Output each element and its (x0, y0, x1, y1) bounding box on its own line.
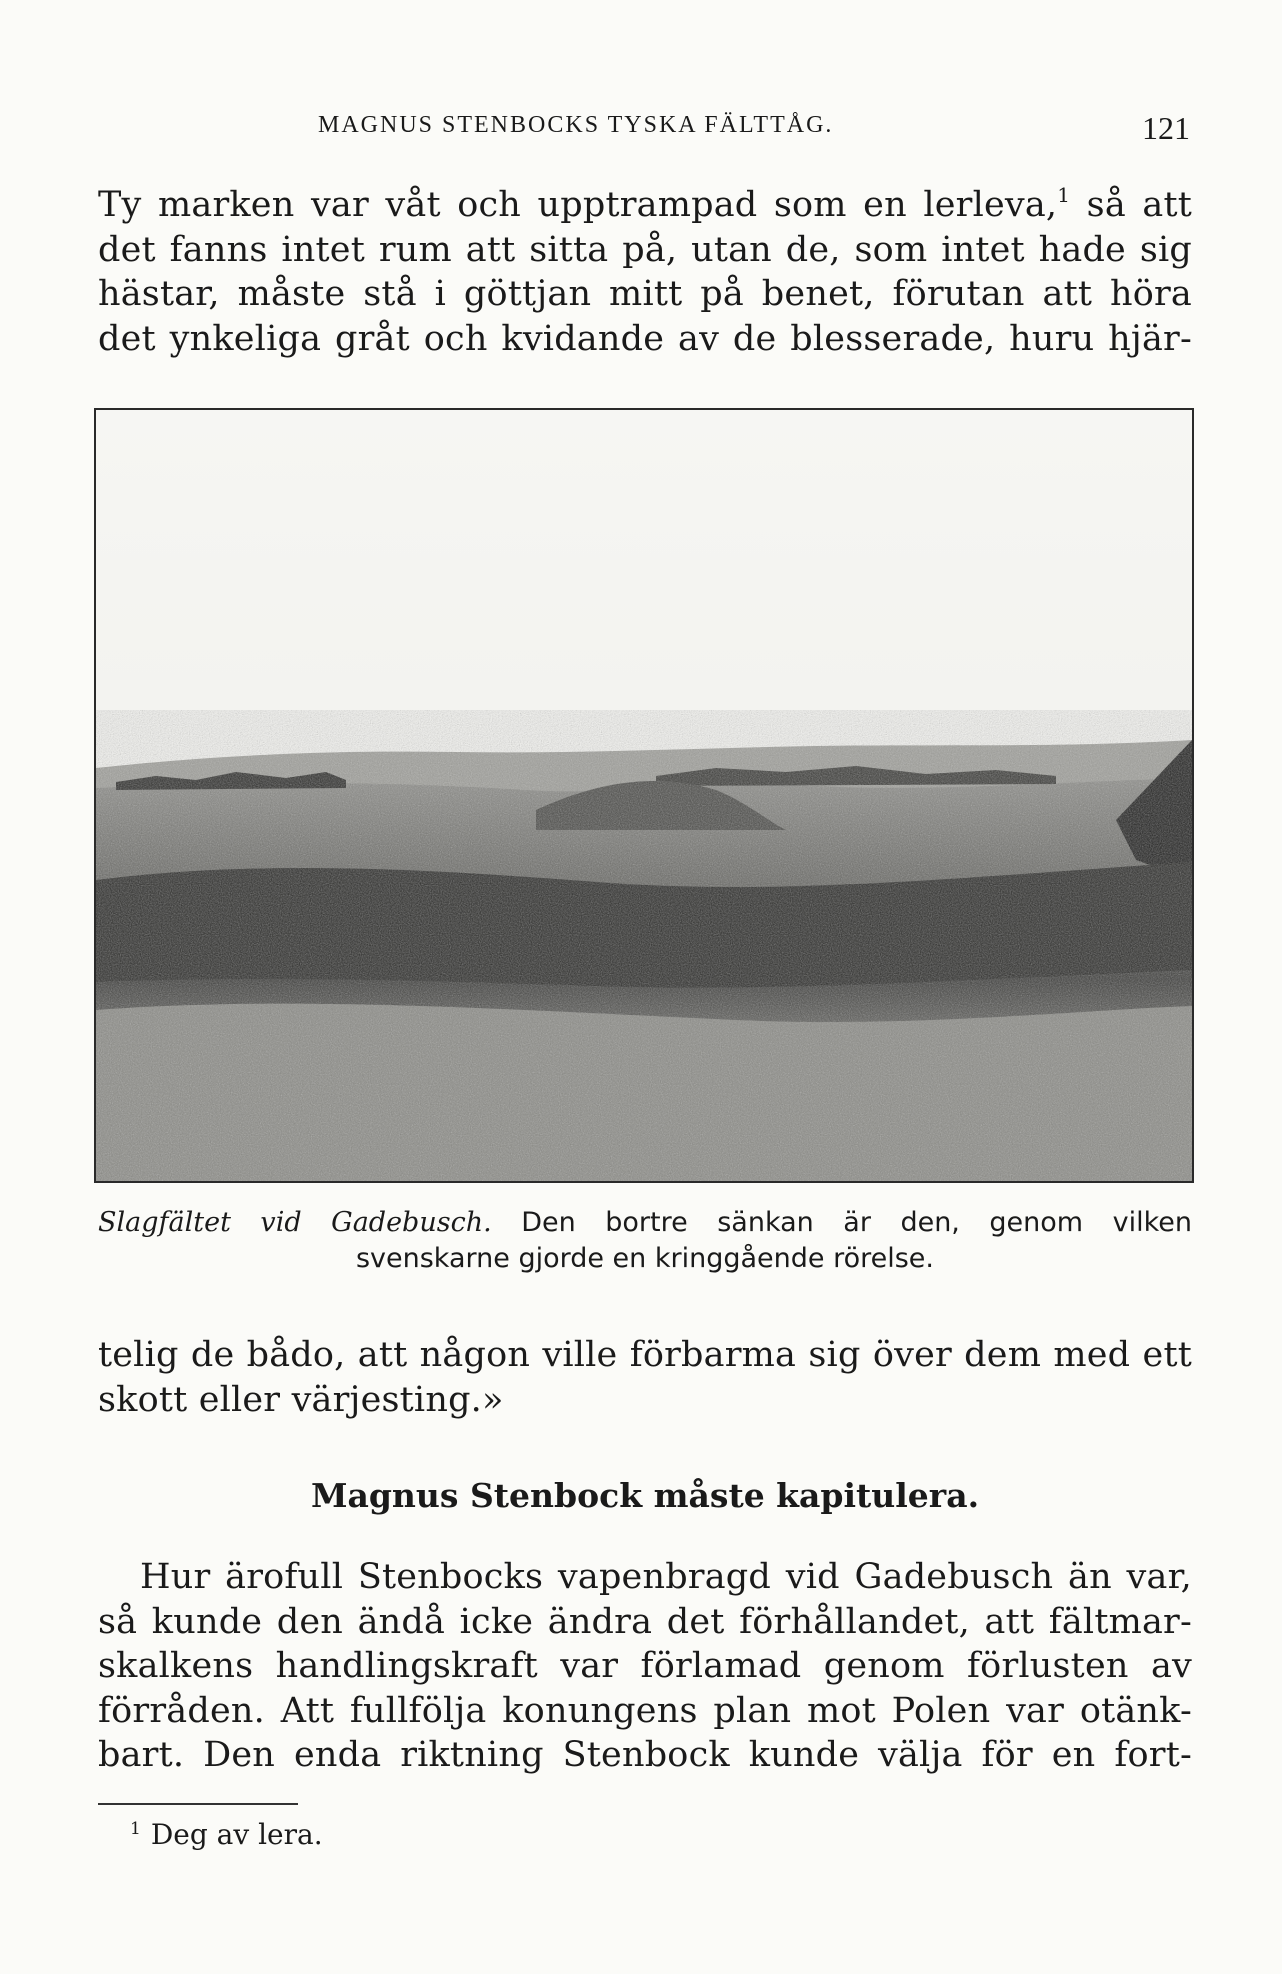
footnote-divider (98, 1803, 298, 1805)
text-span: Ty marken var våt och upptrampad som en lerleva, (98, 185, 1058, 225)
paragraph-line: hästar, måste stå i göttjan mitt på benet, förutan att höra (98, 274, 1192, 314)
paragraph-line: så kunde den ändå icke ändra det förhållandet, att fältmar- (98, 1601, 1192, 1642)
footnote-marker: 1 (130, 1818, 141, 1839)
text-span: så att (1070, 185, 1192, 225)
footnote-reference: 1 (1057, 183, 1071, 207)
battlefield-photograph (94, 408, 1194, 1183)
running-head (318, 110, 1190, 150)
caption-line (98, 1205, 1192, 1241)
section-heading: Magnus Stenbock måste kapitulera. (310, 1476, 980, 1515)
page-number: 121 (1142, 110, 1190, 146)
paragraph-line: skalkens handlingskraft var förlamad genom förlusten av (98, 1646, 1192, 1686)
paragraph-line: det fanns intet rum att sitta på, utan de, som intet hade sig (98, 229, 1192, 270)
caption-title: Slagfältet vid Gadebusch. (98, 1207, 492, 1238)
paragraph-line: skott eller värjesting.» (98, 1379, 504, 1420)
paragraph-line: det ynkeliga gråt och kvidande av de blesserade, huru hjär- (98, 318, 1192, 359)
paragraph-3 (98, 1555, 1192, 1778)
figure-caption (98, 1205, 1192, 1277)
paragraph-1 (98, 183, 1192, 361)
landscape-illustration (96, 410, 1192, 1181)
footnote (130, 1818, 323, 1851)
paragraph-line: förråden. Att fullfölja konungens plan mot Polen var otänk- (98, 1690, 1192, 1731)
photo-grain (96, 710, 1192, 1181)
paragraph-2 (98, 1333, 1192, 1422)
caption-line: svenskarne gjorde en kringgående rörelse. (355, 1243, 935, 1274)
paragraph-line: telig de bådo, att någon ville förbarma sig över dem med ett (98, 1335, 1192, 1375)
caption-text: Den bortre sänkan är den, genom vilken (491, 1207, 1192, 1238)
running-title: MAGNUS STENBOCKS TYSKA FÄLTTÅG. (318, 112, 834, 138)
paragraph-line (98, 183, 1192, 228)
footnote-text: Deg av lera. (150, 1818, 323, 1851)
paragraph-line: Hur ärofull Stenbocks vapenbragd vid Gadebusch än var, (140, 1557, 1192, 1597)
paragraph-line: bart. Den enda riktning Stenbock kunde välja för en fort- (98, 1735, 1192, 1775)
